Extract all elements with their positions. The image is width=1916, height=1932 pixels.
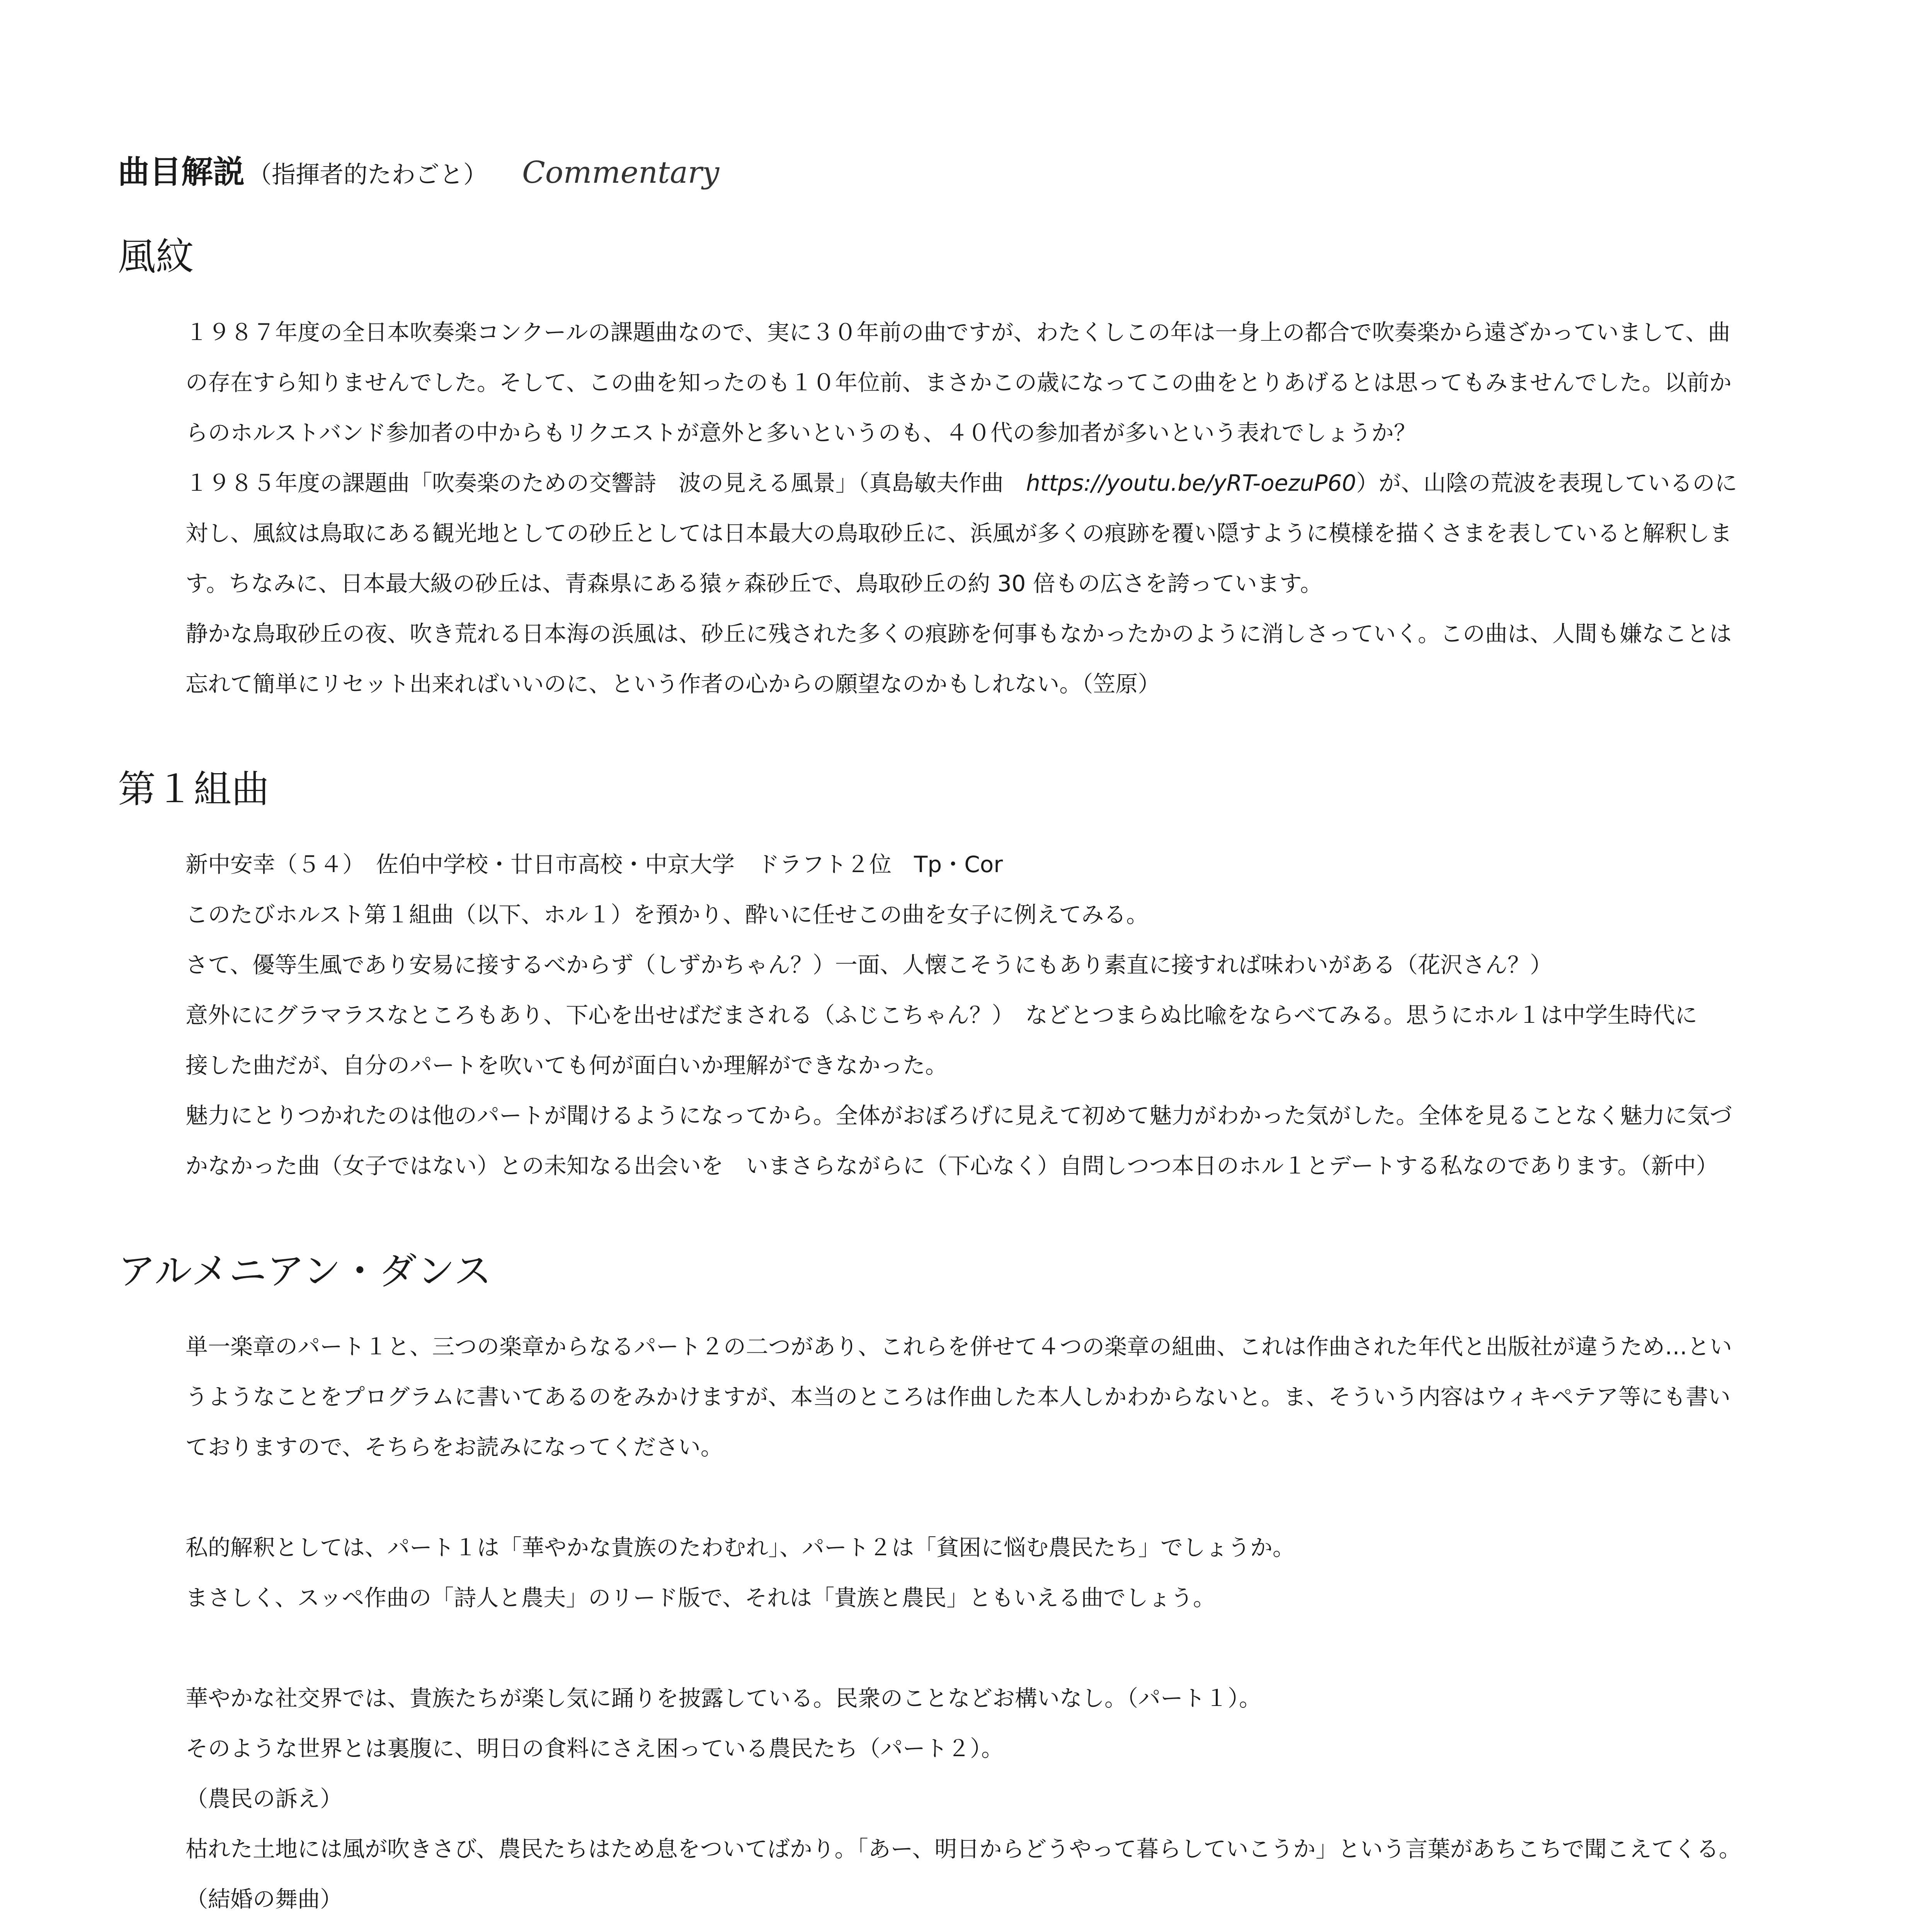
section-title: アルメニアン・ダンス — [118, 1249, 492, 1294]
paragraph: 単一楽章のパート１と、三つの楽章からなるパート２の二つがあり、これらを併せて４つの楽章の組曲、これは作曲された年代と出版社が違うため…というようなことをプログラムに書いてあるのをみかけますが、本当のところは作曲した本人しかわからないと。ま、そういう内容はウィキペテア等にも書いておりますので、そちらをお読みになってください。 — [185, 1333, 1732, 1460]
section-fumon — [118, 235, 1742, 709]
section-title: 風紋 — [118, 235, 194, 279]
movement-heading: （農民の訴え） — [185, 1785, 343, 1812]
section-body — [118, 1321, 1742, 1932]
header-title: 曲目解説 — [118, 154, 245, 190]
paragraph: 新中安幸（５４） 佐伯中学校・廿日市高校・中京大学 ドラフト２位 Tp・Cor — [185, 851, 1003, 878]
paragraph: 意外ににグラマラスなところもあり、下心を出せばだまされる（ふじこちゃん？） などとつまらぬ比喩をならべてみる。思うにホル１は中学生時代に 接した曲だが、自分のパートを吹いても何が面白いか理解ができなかった。 — [185, 1002, 1720, 1079]
section-first-suite — [118, 767, 1742, 1191]
section-armenian-dances — [118, 1249, 1742, 1932]
paragraph — [185, 1924, 1742, 1932]
paragraph-with-link — [185, 458, 1742, 609]
paragraph: 華やかな社交界では、貴族たちが楽し気に踊りを披露している。民衆のことなどお構いなし。（パート１）。 — [185, 1685, 1262, 1711]
paragraph: まさしく、スッペ作曲の「詩人と農夫」のリード版で、それは「貴族と農民」ともいえる曲でしょう。 — [185, 1584, 1216, 1611]
blank-line — [185, 1472, 1742, 1522]
paragraph: 静かな鳥取砂丘の夜、吹き荒れる日本海の浜風は、砂丘に残された多くの痕跡を何事もなかったかのように消しさっていく。この曲は、人間も嫌なことは忘れて簡単にリセット出来ればいいのに、という作者の心からの願望なのかもしれない。（笠原） — [185, 620, 1732, 697]
paragraph: そのような世界とは裏腹に、明日の食料にさえ困っている農民たち（パート２）。 — [185, 1735, 1004, 1762]
paragraph-text: ）が、山陰の荒波を表現しているのに対し、風紋は鳥取にある観光地としての砂丘としては日本最大の鳥取砂丘に、浜風が多くの痕跡を覆い隠すように模様を描くさまを表していると解釈します。ちなみに、日本最大級の砂丘は、青森県にある猿ヶ森砂丘で、鳥取砂丘の約 30 倍もの広さを誇っています。 — [185, 469, 1737, 597]
paragraph: 魅力にとりつかれたのは他のパートが聞けるようになってから。全体がおぼろげに見えて初めて魅力がわかった気がした。全体を見ることなく魅力に気づかなかった曲（女子ではない）との未知なる出会いを いまさらながらに（下心なく）自問しつつ本日のホル１とデートする私なのであります。（新中） — [185, 1102, 1732, 1179]
paragraph: １９８７年度の全日本吹奏楽コンクールの課題曲なので、実に３０年前の曲ですが、わたくしこの年は一身上の都合で吹奏楽から遠ざかっていまして、曲の存在すら知りませんでした。そして、この曲を知ったのも１０年位前、まさかこの歳になってこの曲をとりあげるとは思ってもみませんでした。以前からのホルストバンド参加者の中からもリクエストが意外と多いというのも、４０代の参加者が多いという表れでしょうか？ — [185, 319, 1732, 446]
blank-line — [185, 1623, 1742, 1673]
section-body — [118, 307, 1742, 709]
header-english: Commentary — [522, 155, 720, 190]
youtube-link[interactable]: https://youtu.be/yRT-oezuP60 — [1026, 469, 1356, 496]
paragraph: このたびホルスト第１組曲（以下、ホル１）を預かり、酔いに任せこの曲を女子に例えてみる。 — [185, 901, 1149, 928]
paragraph: 私的解釈としては、パート１は「華やかな貴族のたわむれ」、パート２は「貧困に悩む農民たち」でしょうか。 — [185, 1534, 1295, 1561]
section-body — [118, 839, 1742, 1191]
header-subtitle: （指揮者的たわごと） — [248, 160, 488, 189]
paragraph: 枯れた土地には風が吹きさび、農民たちはため息をついてばかり。「あー、明日からどうやって暮らしていこうか」という言葉があちこちで聞こえてくる。 — [185, 1835, 1741, 1862]
movement-heading: （結婚の舞曲） — [185, 1886, 343, 1912]
section-title: 第１組曲 — [118, 767, 270, 811]
document-header — [118, 147, 1742, 192]
paragraph: さて、優等生風であり安易に接するべからず（しずかちゃん？）一面、人懐こそうにもあり素直に接すれば味わいがある（花沢さん？） — [185, 952, 1552, 978]
paragraph-text: １９８５年度の課題曲「吹奏楽のための交響詩 波の見える風景」（真島敏夫作曲 — [185, 469, 1026, 496]
